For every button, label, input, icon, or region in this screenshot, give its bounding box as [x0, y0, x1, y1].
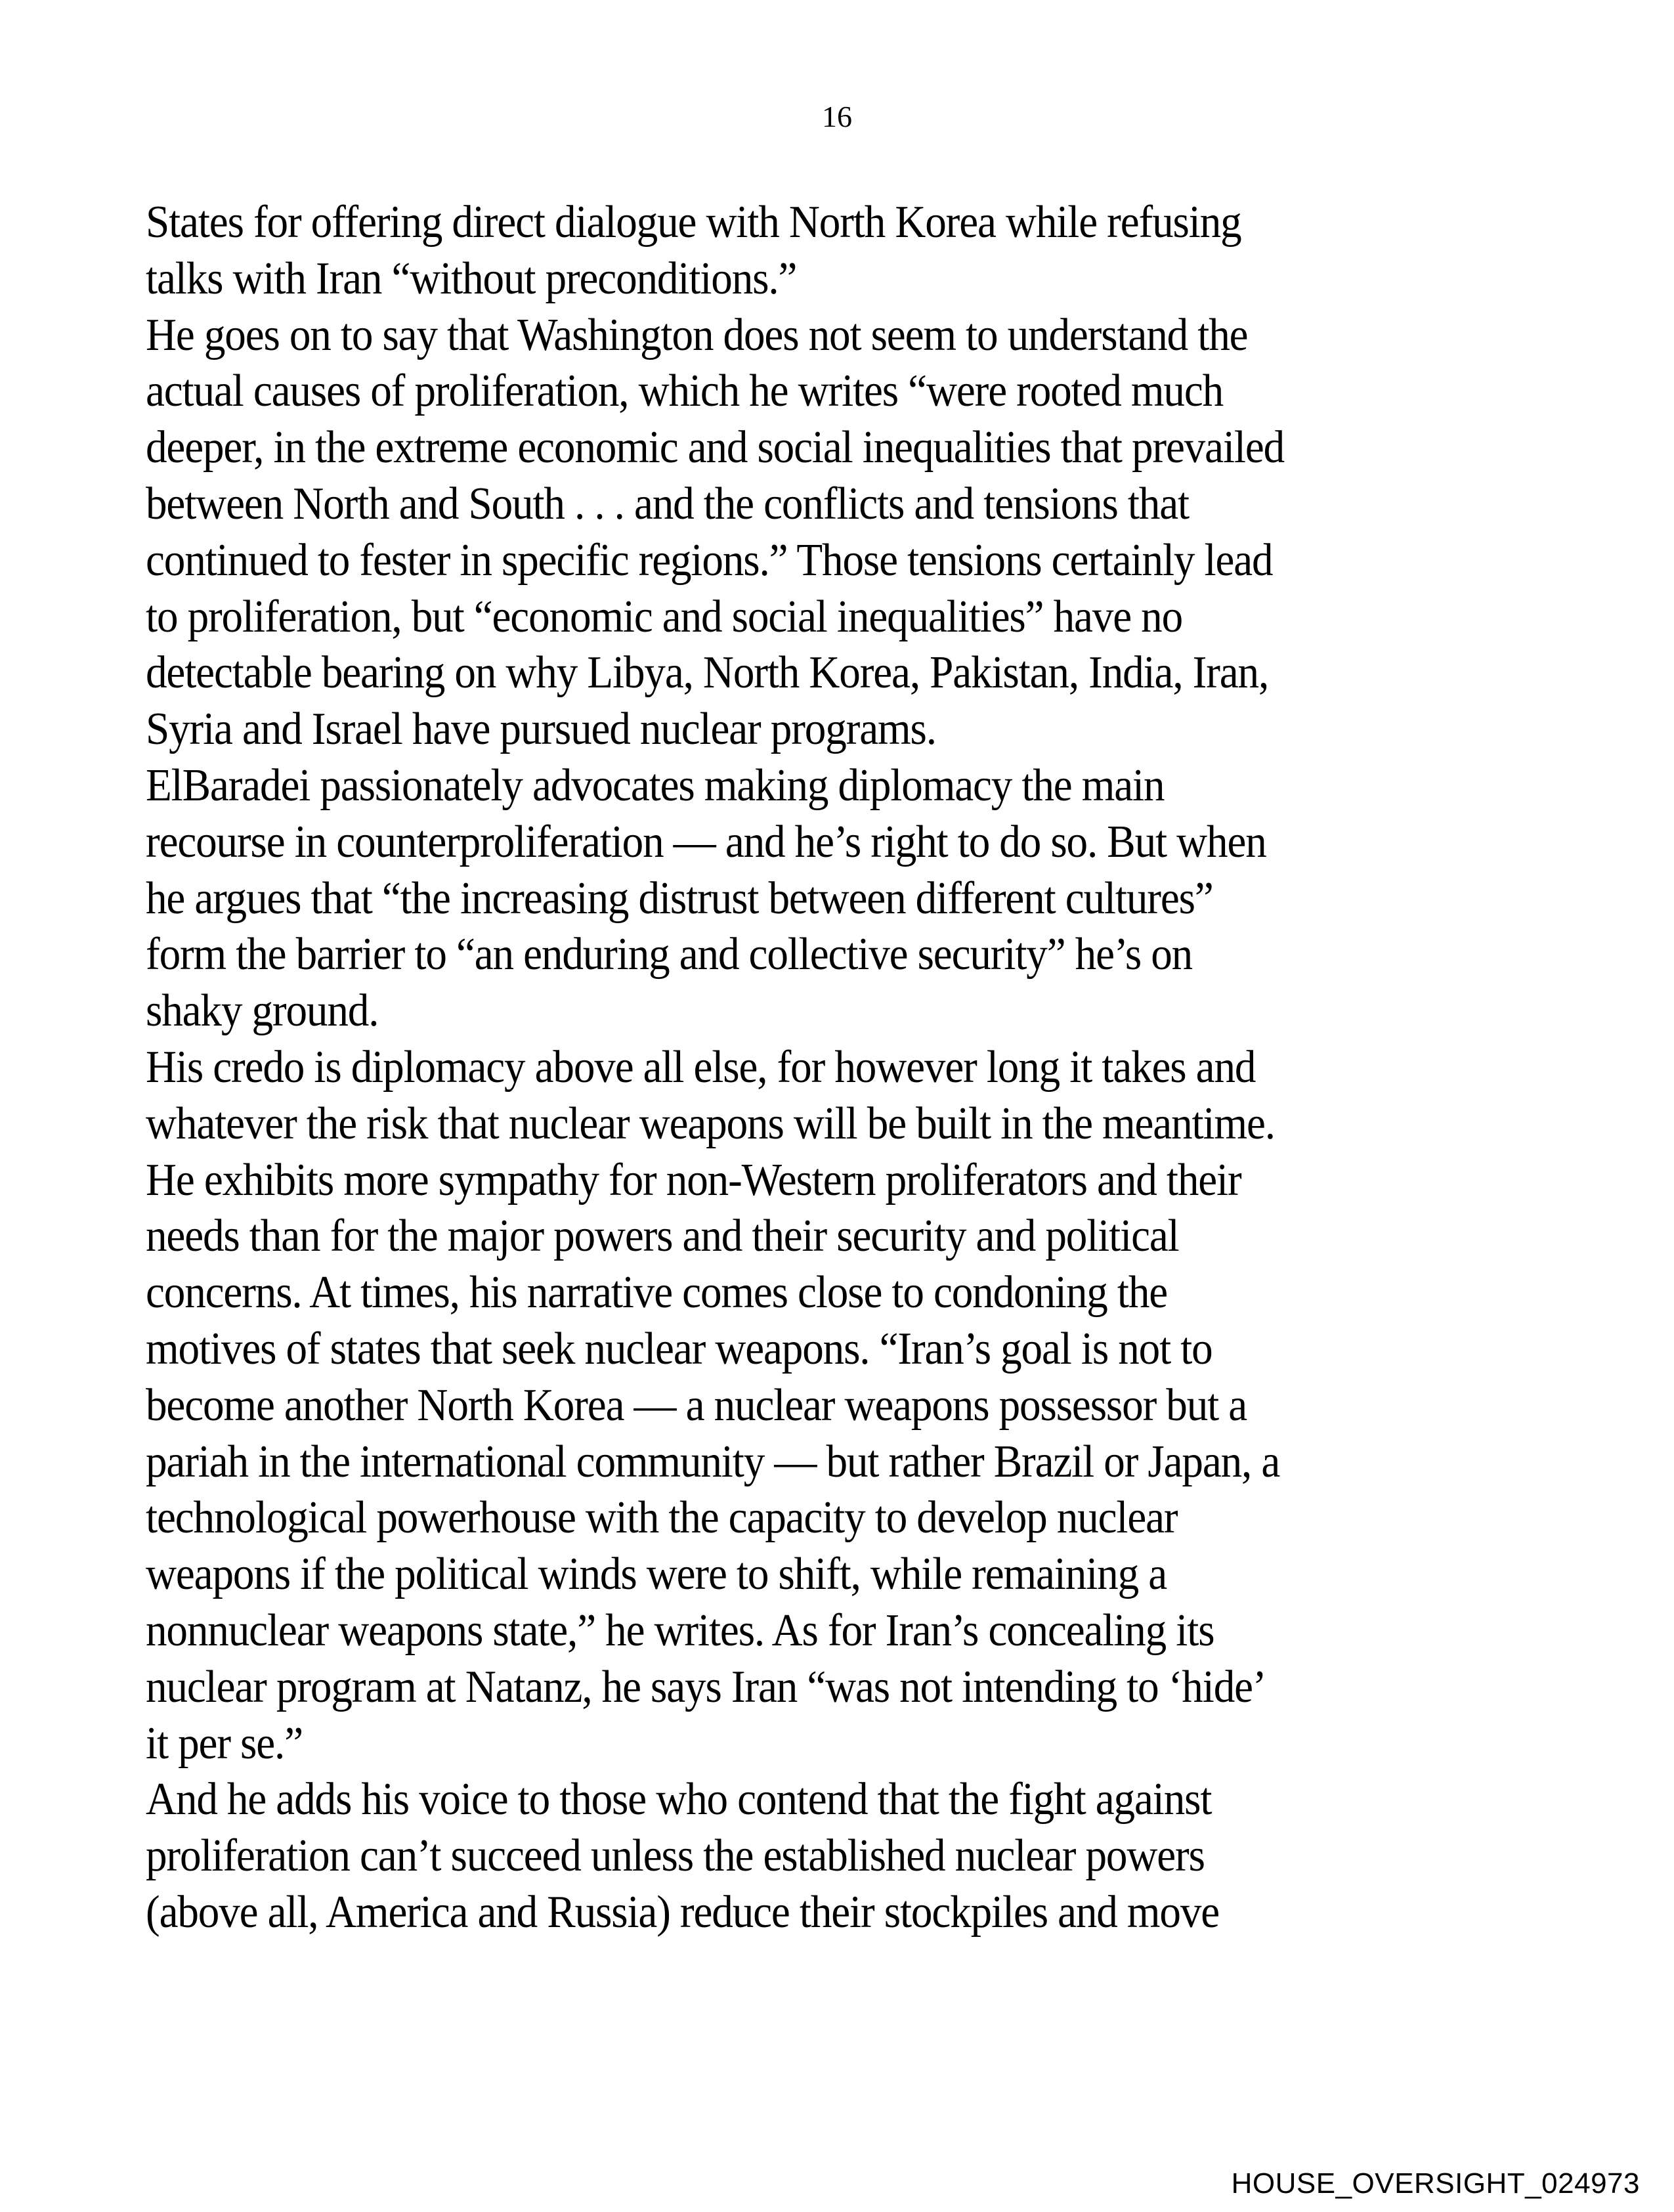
page-number: 16 — [822, 100, 852, 133]
text-line: form the barrier to “an enduring and collective security” he’s on — [146, 929, 1193, 980]
text-line: whatever the risk that nuclear weapons will be built in the meantime. — [146, 1098, 1275, 1149]
text-line: (above all, America and Russia) reduce their stockpiles and move — [146, 1886, 1220, 1938]
text-line: Syria and Israel have pursued nuclear programs. — [146, 704, 936, 755]
text-line: actual causes of proliferation, which he writes “were rooted much — [146, 366, 1224, 417]
text-line: shaky ground. — [146, 986, 379, 1037]
paragraph — [146, 758, 1459, 1039]
text-line: He exhibits more sympathy for non-Western proliferators and their — [146, 1154, 1241, 1205]
text-line: motives of states that seek nuclear weapons. “Iran’s goal is not to — [146, 1323, 1213, 1374]
text-line: needs than for the major powers and their security and political — [146, 1211, 1179, 1262]
text-line: technological powerhouse with the capacity to develop nuclear — [146, 1492, 1178, 1544]
text-line: he argues that “the increasing distrust between different cultures” — [146, 873, 1213, 924]
text-line: become another North Korea — a nuclear weapons possessor but a — [146, 1379, 1247, 1431]
text-line: nonnuclear weapons state,” he writes. As for Iran’s concealing its — [146, 1605, 1214, 1656]
text-line: it per se.” — [146, 1718, 303, 1769]
text-line: deeper, in the extreme economic and social inequalities that prevailed — [146, 422, 1285, 473]
text-line: concerns. At times, his narrative comes close to condoning the — [146, 1267, 1168, 1318]
paragraph — [146, 307, 1459, 758]
text-line: He goes on to say that Washington does not seem to understand the — [146, 309, 1248, 360]
paragraph — [146, 1039, 1459, 1771]
text-line: And he adds his voice to those who contend that the fight against — [146, 1774, 1212, 1825]
text-line: nuclear program at Natanz, he says Iran “was not intending to ‘hide’ — [146, 1661, 1266, 1712]
document-body — [146, 194, 1459, 1941]
text-line: pariah in the international community — but rather Brazil or Japan, a — [146, 1436, 1280, 1487]
text-line: States for offering direct dialogue with North Korea while refusing — [146, 197, 1241, 248]
text-line: recourse in counterproliferation — and he’s right to do so. But when — [146, 816, 1266, 867]
text-line: talks with Iran “without preconditions.” — [146, 253, 797, 304]
text-line: His credo is diplomacy above all else, for however long it takes and — [146, 1041, 1256, 1093]
paragraph — [146, 194, 1459, 307]
text-line: detectable bearing on why Libya, North Korea, Pakistan, India, Iran, — [146, 647, 1269, 699]
bates-number: HOUSE_OVERSIGHT_024973 — [1231, 2167, 1640, 2200]
text-line: weapons if the political winds were to shift, while remaining a — [146, 1549, 1167, 1600]
text-line: continued to fester in specific regions.” Those tensions certainly lead — [146, 534, 1273, 586]
text-line: to proliferation, but “economic and social inequalities” have no — [146, 591, 1183, 642]
paragraph — [146, 1771, 1459, 1940]
text-line: between North and South . . . and the conflicts and tensions that — [146, 478, 1189, 529]
text-line: ElBaradei passionately advocates making diplomacy the main — [146, 760, 1165, 811]
text-line: proliferation can’t succeed unless the established nuclear powers — [146, 1831, 1205, 1882]
